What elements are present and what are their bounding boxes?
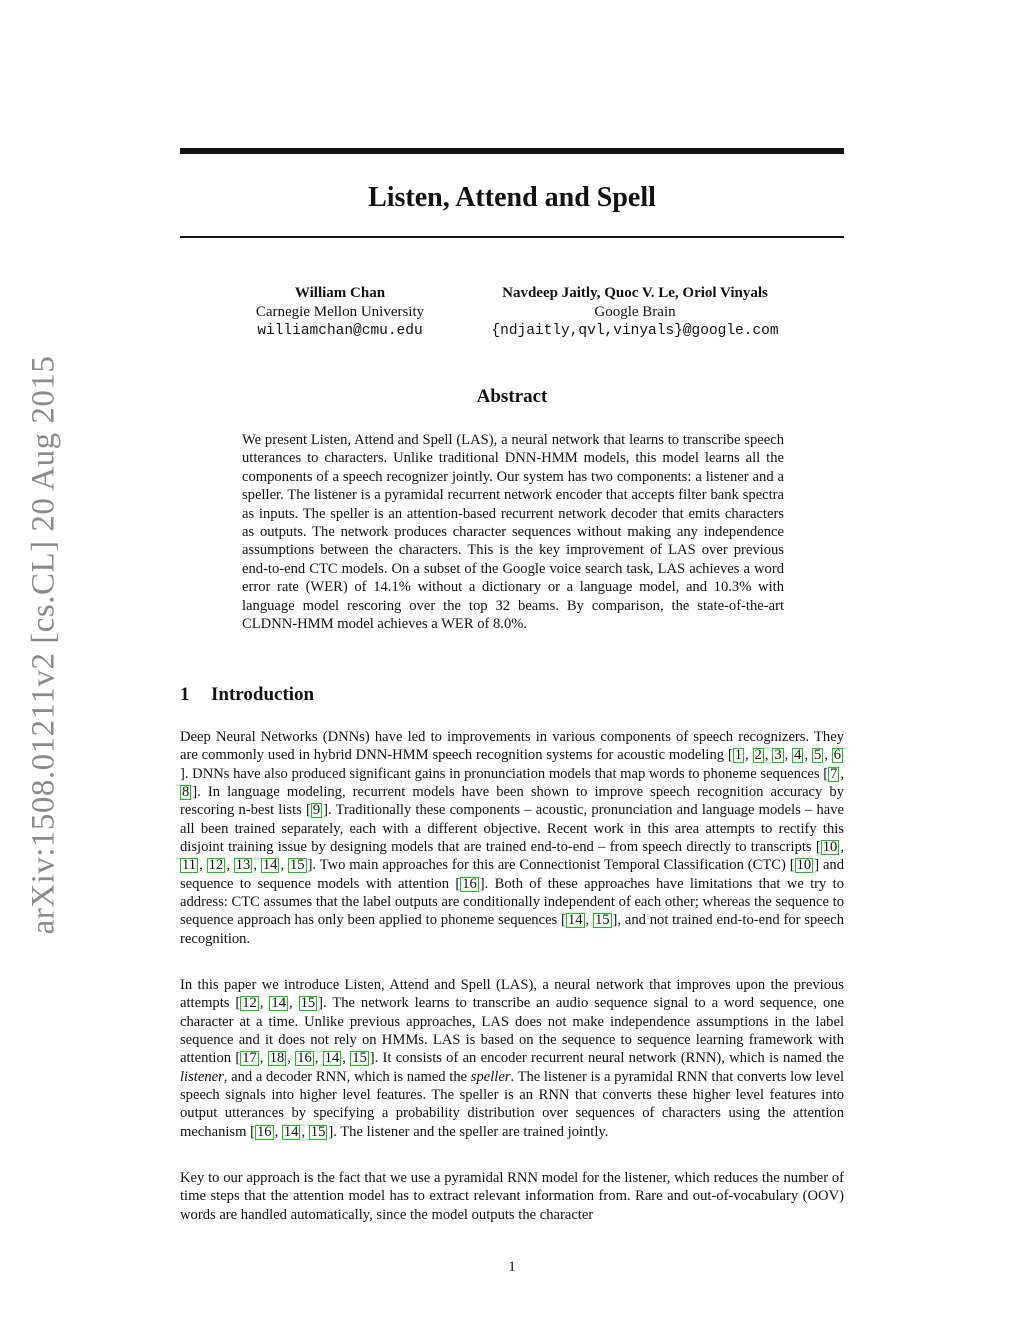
text-run: , — [764, 747, 773, 764]
text-run: ]. The listener and the speller are trained jointly. — [328, 1123, 609, 1140]
paper-title: Listen, Attend and Spell — [368, 182, 656, 213]
title-top-rule — [180, 148, 844, 154]
text-run: , — [840, 839, 844, 856]
citation-link[interactable]: 10 — [796, 857, 812, 874]
citation-link[interactable]: 14 — [283, 1123, 299, 1140]
citation-link[interactable]: 15 — [310, 1123, 326, 1140]
author-block — [180, 284, 844, 344]
text-run: ]. In language modeling, recurrent models have been shown to improve speech recognition accuracy by rescoring n-best lists [ — [180, 784, 844, 819]
emphasis-term: listener — [180, 1068, 224, 1085]
intro-paragraph-1 — [180, 728, 844, 955]
text-run: , — [824, 747, 832, 764]
citation-link[interactable]: 16 — [297, 1050, 312, 1067]
text-run: , — [585, 912, 593, 929]
text-run: , — [804, 747, 812, 764]
citation-link[interactable]: 8 — [182, 784, 190, 801]
text-run: ], and not trained end-to-end for speech recognition. — [180, 912, 845, 947]
text-run: ]. Two main approaches for this are Connectionist Temporal Classification (CTC) [ — [307, 857, 795, 874]
title-bottom-rule — [180, 236, 844, 238]
text-run: , — [274, 1123, 282, 1140]
title-block — [180, 148, 844, 238]
text-run: , — [840, 765, 845, 782]
citation-link[interactable]: 7 — [830, 765, 838, 782]
section-heading — [180, 684, 314, 706]
text-run: ]. Both of these approaches have limitations that we try to address: CTC assumes that the label outputs are conditionally independent of each other; whereas the sequence to sequence approach has only been applied to phoneme sequences [ — [180, 875, 844, 929]
citation-link[interactable]: 14 — [271, 995, 286, 1012]
text-run: , — [259, 995, 270, 1012]
citation-link[interactable]: 6 — [833, 747, 842, 764]
intro-paragraph-3 — [180, 1169, 844, 1231]
text-run: , — [226, 857, 234, 874]
section-number: 1 — [180, 684, 190, 705]
text-run: ]. DNNs have also produced significant gains in pronunciation models that map words to phoneme sequences [ — [180, 765, 829, 782]
author-1 — [220, 284, 460, 341]
citation-link[interactable]: 2 — [754, 747, 762, 764]
author-email[interactable]: {ndjaitly,qvl,vinyals}@google.com — [491, 323, 779, 339]
text-run: , — [745, 747, 753, 764]
citation-link[interactable]: 13 — [235, 857, 251, 874]
text-run: , — [259, 1050, 268, 1067]
page-number: 1 — [508, 1259, 516, 1275]
citation-link[interactable]: 17 — [242, 1050, 257, 1067]
text-run: , — [784, 747, 793, 764]
citation-link[interactable]: 12 — [208, 857, 224, 874]
text-run: , — [342, 1050, 351, 1067]
citation-link[interactable]: 9 — [312, 802, 321, 819]
text-run: , — [199, 857, 207, 874]
text-run: ]. Traditionally these components – acoustic, pronunciation and language models – have all been trained separately, each with a different objective. Recent work in this area attempts to rectify this disjoint training issue by designing models that are trained end-to-end – from speech directly to transcripts [ — [180, 802, 844, 856]
citation-link[interactable]: 15 — [289, 857, 305, 874]
citation-link[interactable]: 3 — [774, 747, 782, 764]
text-run: , — [287, 1050, 296, 1067]
intro-paragraph-2 — [180, 976, 844, 1148]
text-run: , — [314, 1050, 323, 1067]
text-run: , — [301, 1123, 309, 1140]
citation-link[interactable]: 14 — [262, 857, 278, 874]
text-run: , — [280, 857, 288, 874]
author-name: Navdeep Jaitly, Quoc V. Le, Oriol Vinyals — [502, 285, 768, 301]
text-run: . The listener is a pyramidal RNN that converts low level speech signals into higher level features. The speller is an RNN that converts these higher level features into output utterances by specifying a probability distribution over sequences of characters using the attention mechanism [ — [180, 1068, 844, 1140]
author-email[interactable]: williamchan@cmu.edu — [257, 323, 423, 339]
citation-link[interactable]: 12 — [242, 995, 257, 1012]
citation-link[interactable]: 14 — [324, 1050, 340, 1067]
author-2 — [460, 284, 810, 341]
citation-link[interactable]: 14 — [567, 912, 583, 929]
text-run: In this paper we introduce Listen, Attend and Spell (LAS), a neural network that improves upon the previous attempts [ — [180, 977, 844, 1012]
citation-link[interactable]: 5 — [813, 747, 822, 764]
text-run: , — [253, 857, 261, 874]
citation-link[interactable]: 1 — [734, 747, 743, 764]
paragraph-text — [180, 728, 844, 948]
citation-link[interactable]: 15 — [300, 995, 316, 1012]
citation-link[interactable]: 10 — [822, 839, 838, 856]
citation-link[interactable]: 11 — [182, 857, 197, 874]
section-title: Introduction — [211, 684, 315, 705]
text-run: Deep Neural Networks (DNNs) have led to improvements in various components of speech recognizers. They are commonly used in hybrid DNN-HMM speech recognition systems for acoustic modeling [ — [180, 729, 844, 764]
arxiv-id: arXiv:1508.01211v2 [cs.CL] 20 Aug 2015 — [25, 355, 62, 935]
paragraph-text — [180, 1169, 844, 1224]
text-run: ] and sequence to sequence models with attention [ — [180, 857, 845, 892]
citation-link[interactable]: 15 — [594, 912, 610, 929]
abstract-text: We present Listen, Attend and Spell (LAS), a neural network that learns to transcribe speech utterances to characters. Unlike traditional DNN-HMM models, this model learns all the components of a speech recognizer jointly. Our system has two components: a listener and a speller. The listener is a pyramidal recurrent network encoder that accepts filter bank spectra as inputs. The speller is an attention-based recurrent network decoder that emits characters as outputs. The network produces character sequences without making any independence assumptions between the characters. This is the key improvement of LAS over previous end-to-end CTC models. On a subset of the Google voice search task, LAS achieves a word error rate (WER) of 14.1% without a dictionary or a language model, and 10.3% with language model rescoring over the top 32 beams. By comparison, the state-of-the-art CLDNN-HMM model achieves a WER of 8.0%. — [242, 432, 784, 633]
citation-link[interactable]: 18 — [269, 1050, 285, 1067]
text-run: ]. It consists of an encoder recurrent neural network (RNN), which is named the — [369, 1050, 845, 1067]
text-run: , and a decoder RNN, which is named the — [223, 1068, 471, 1085]
paragraph-text — [180, 976, 844, 1141]
author-affiliation: Google Brain — [594, 304, 676, 320]
citation-link[interactable]: 4 — [794, 747, 802, 764]
citation-link[interactable]: 16 — [462, 875, 477, 892]
citation-link[interactable]: 16 — [256, 1123, 272, 1140]
text-run: Key to our approach is the fact that we use a pyramidal RNN model for the listener, which reduces the number of time steps that the attention model has to extract relevant information from. Rare and out-of-vocabulary (OOV) words are handled automatically, since the model outputs the character — [180, 1170, 844, 1223]
author-affiliation: Carnegie Mellon University — [255, 304, 425, 320]
text-run: ]. The network learns to transcribe an audio sequence signal to a word sequence, one character at a time. Unlike previous approaches, LAS does not make independence assumptions in the label sequence and it does not rely on HMMs. LAS is based on the sequence to sequence learning framework with attention [ — [180, 995, 845, 1067]
text-run: , — [289, 995, 299, 1012]
abstract-heading: Abstract — [476, 386, 548, 407]
citation-link[interactable]: 15 — [352, 1050, 367, 1067]
arxiv-stamp — [14, 350, 74, 940]
author-name: William Chan — [294, 285, 386, 301]
emphasis-term: speller — [470, 1068, 511, 1085]
